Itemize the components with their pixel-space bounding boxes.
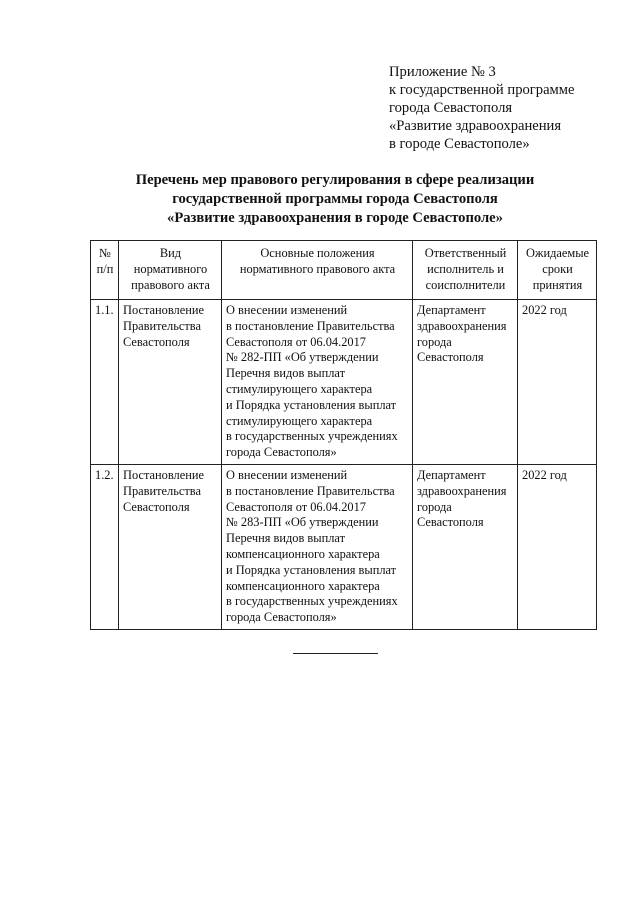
cell-line: Севастополя bbox=[123, 334, 190, 349]
cell-line: стимулирующего характера bbox=[226, 381, 373, 396]
appendix-line: к государственной программе bbox=[389, 82, 575, 98]
row-act-type bbox=[119, 300, 222, 465]
cell-line: № 282-ПП «Об утверждении bbox=[226, 350, 379, 365]
header-line: п/п bbox=[96, 261, 114, 276]
cell-line: здравоохранения bbox=[417, 483, 507, 498]
row-executor bbox=[413, 300, 518, 465]
row-deadline: 2022 год bbox=[518, 464, 597, 629]
header-line: правового акта bbox=[131, 277, 210, 292]
cell-line: О внесении изменений bbox=[226, 303, 348, 317]
row-deadline: 2022 год bbox=[518, 300, 597, 465]
appendix-line: «Развитие здравоохранения bbox=[389, 118, 562, 134]
table-row bbox=[91, 300, 597, 465]
header-provisions bbox=[222, 241, 413, 300]
cell-line: Постановление bbox=[123, 303, 204, 317]
cell-line: в постановление Правительства bbox=[226, 318, 395, 333]
title-line: «Развитие здравоохранения в городе Севастополе» bbox=[167, 210, 503, 226]
cell-line: Севастополя bbox=[123, 499, 190, 514]
cell-line: компенсационного характера bbox=[226, 546, 380, 561]
title-line: государственной программы города Севастополя bbox=[172, 191, 498, 207]
cell-line: в государственных учреждениях bbox=[226, 429, 398, 444]
cell-line: компенсационного характера bbox=[226, 578, 380, 593]
header-line: Вид bbox=[159, 246, 182, 260]
header-line: нормативного правового акта bbox=[239, 261, 396, 276]
cell-line: города Севастополя» bbox=[226, 610, 337, 625]
closing-line bbox=[293, 653, 378, 654]
header-line: Основные положения bbox=[260, 246, 375, 260]
cell-line: Департамент bbox=[417, 467, 486, 482]
cell-line: О внесении изменений bbox=[226, 467, 348, 482]
appendix-line: в городе Севастополе» bbox=[389, 136, 530, 152]
row-provisions bbox=[222, 464, 413, 629]
cell-line: и Порядка установления выплат bbox=[226, 397, 397, 412]
header-line: нормативного bbox=[133, 261, 208, 276]
cell-line: Севастополя bbox=[417, 515, 484, 530]
header-line: принятия bbox=[532, 277, 583, 292]
header-line: исполнитель и bbox=[427, 261, 504, 276]
appendix-block bbox=[389, 63, 575, 153]
row-number: 1.1. bbox=[91, 300, 119, 465]
header-line: Ответственный bbox=[424, 246, 507, 260]
appendix-line: Приложение № 3 bbox=[389, 64, 496, 80]
cell-line: Департамент bbox=[417, 303, 486, 317]
measures-table bbox=[90, 240, 597, 630]
table-row bbox=[91, 464, 597, 629]
cell-line: стимулирующего характера bbox=[226, 413, 373, 428]
cell-line: Постановление bbox=[123, 467, 204, 482]
header-line: № bbox=[99, 246, 111, 260]
cell-line: Перечня видов выплат bbox=[226, 531, 346, 546]
cell-line: Перечня видов выплат bbox=[226, 366, 346, 381]
cell-line: Севастополя от 06.04.2017 bbox=[226, 499, 366, 514]
title-line: Перечень мер правового регулирования в сфере реализации bbox=[135, 172, 535, 188]
cell-line: в постановление Правительства bbox=[226, 483, 395, 498]
header-line: Ожидаемые bbox=[525, 246, 590, 260]
row-provisions bbox=[222, 300, 413, 465]
cell-line: в государственных учреждениях bbox=[226, 594, 398, 609]
cell-line: Севастополя bbox=[417, 350, 484, 365]
cell-line: Правительства bbox=[123, 318, 201, 333]
document-title bbox=[60, 171, 610, 228]
cell-line: и Порядка установления выплат bbox=[226, 562, 397, 577]
header-act-type bbox=[119, 241, 222, 300]
table-header-row bbox=[91, 241, 597, 300]
header-line: сроки bbox=[542, 261, 573, 276]
cell-line: города bbox=[417, 499, 452, 514]
cell-line: Правительства bbox=[123, 483, 201, 498]
row-act-type bbox=[119, 464, 222, 629]
cell-line: города Севастополя» bbox=[226, 445, 337, 460]
cell-line: № 283-ПП «Об утверждении bbox=[226, 515, 379, 530]
header-line: соисполнители bbox=[425, 277, 506, 292]
appendix-line: города Севастополя bbox=[389, 100, 513, 116]
cell-line: здравоохранения bbox=[417, 318, 507, 333]
header-number bbox=[91, 241, 119, 300]
cell-line: Севастополя от 06.04.2017 bbox=[226, 334, 366, 349]
row-executor bbox=[413, 464, 518, 629]
header-deadline bbox=[518, 241, 597, 300]
header-executor bbox=[413, 241, 518, 300]
row-number: 1.2. bbox=[91, 464, 119, 629]
cell-line: города bbox=[417, 334, 452, 349]
